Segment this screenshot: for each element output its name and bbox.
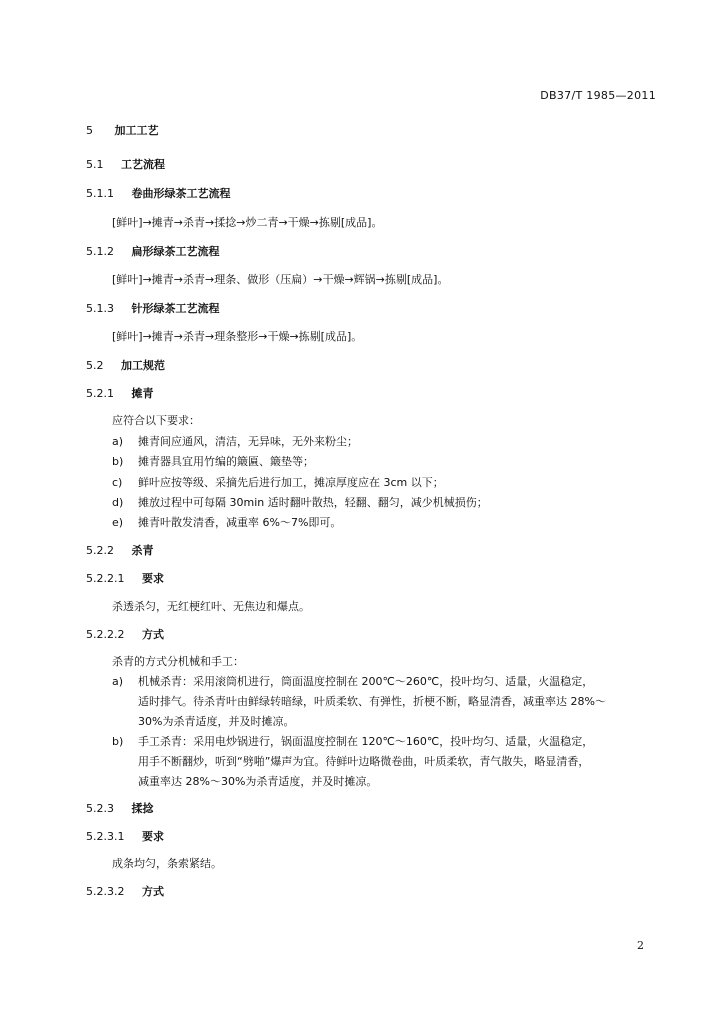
heading-5-2 [86, 357, 165, 373]
list-item-text: 摊青叶散发清香，减重率 6%～7%即可。 [138, 516, 342, 529]
heading-title: 加工规范 [121, 359, 165, 372]
heading-5-2-3-1 [86, 828, 164, 844]
heading-5-2-3 [86, 800, 154, 816]
process-flow-text: [鲜叶]→摊青→杀青→理条整形→干燥→拣剔[成品]。 [112, 330, 363, 343]
list-marker: a) [112, 675, 124, 688]
list-item-continuation: 30%为杀青适度，并及时摊凉。 [138, 715, 295, 728]
heading-number: 5.2.2 [86, 544, 114, 557]
heading-5-2-2-2 [86, 626, 164, 642]
process-flow-text: [鲜叶]→摊青→杀青→揉捻→炒二青→干燥→拣剔[成品]。 [112, 216, 383, 229]
heading-5-2-1 [86, 385, 154, 401]
heading-title: 揉捻 [131, 802, 154, 815]
heading-number: 5 [86, 124, 93, 137]
list-item-text: 摊青器具宜用竹编的簸匾、簸垫等； [138, 455, 314, 468]
list-item [112, 514, 341, 530]
heading-number: 5.2.1 [86, 387, 114, 400]
heading-5-1-1 [86, 185, 231, 201]
list-marker: b) [112, 455, 124, 468]
list-item [112, 673, 593, 689]
heading-number: 5.2.3.2 [86, 885, 125, 898]
list-marker: b) [112, 735, 124, 748]
heading-number: 5.2.3.1 [86, 830, 125, 843]
heading-number: 5.1.2 [86, 245, 114, 258]
list-item [112, 433, 358, 449]
heading-number: 5.2.2.2 [86, 628, 125, 641]
list-item [112, 474, 444, 490]
heading-number: 5.1.3 [86, 302, 114, 315]
heading-5-2-2-1 [86, 570, 164, 586]
list-marker: d) [112, 496, 124, 509]
paragraph-intro: 杀青的方式分机械和手工： [112, 655, 244, 668]
list-item-text: 摊青间应通风，清洁，无异味，无外来粉尘； [138, 435, 358, 448]
heading-5-2-2 [86, 542, 154, 558]
heading-number: 5.2 [86, 359, 104, 372]
list-item-text: 手工杀青：采用电炒锅进行，锅面温度控制在 120℃～160℃，投叶均匀、适量，火温稳定， [138, 735, 594, 748]
heading-5 [86, 122, 159, 138]
list-item-continuation: 用手不断翻炒，听到“劈啪”爆声为宜。待鲜叶边略微卷曲，叶质柔软，青气散失，略显清香， [138, 755, 590, 768]
heading-title: 方式 [141, 628, 164, 641]
list-item-continuation: 减重率达 28%～30%为杀青适度，并及时摊凉。 [138, 775, 378, 788]
list-marker: a) [112, 435, 124, 448]
paragraph: 杀透杀匀，无红梗红叶、无焦边和爆点。 [112, 600, 310, 613]
list-marker: e) [112, 516, 124, 529]
process-flow-text: [鲜叶]→摊青→杀青→理条、做形（压扁）→干燥→辉锅→拣剔[成品]。 [112, 273, 449, 286]
heading-5-2-3-2 [86, 883, 164, 899]
heading-5-1-3 [86, 300, 220, 316]
list-item [112, 733, 593, 749]
document-code: DB37/T 1985—2011 [540, 89, 656, 102]
heading-title: 摊青 [131, 387, 154, 400]
list-item [112, 453, 314, 469]
heading-number: 5.2.3 [86, 802, 114, 815]
heading-5-1-2 [86, 243, 220, 259]
list-item-text: 机械杀青：采用滚筒机进行，筒面温度控制在 200℃～260℃，投叶均匀、适量，火温稳定， [138, 675, 594, 688]
heading-number: 5.1 [86, 158, 104, 171]
heading-title: 要求 [141, 830, 164, 843]
heading-number: 5.1.1 [86, 187, 114, 200]
list-item-text: 鲜叶应按等级、采摘先后进行加工，摊凉厚度应在 3cm 以下； [138, 476, 444, 489]
list-marker: c) [112, 476, 123, 489]
list-item-text: 摊放过程中可每隔 30min 适时翻叶散热，轻翻、翻匀，减少机械损伤； [138, 496, 488, 509]
list-item [112, 494, 488, 510]
list-item-continuation: 适时排气。待杀青叶由鲜绿转暗绿，叶质柔软、有弹性，折梗不断，略显清香，减重率达 28%～ [138, 695, 606, 708]
heading-number: 5.2.2.1 [86, 572, 125, 585]
heading-title: 扁形绿茶工艺流程 [131, 245, 220, 258]
heading-title: 针形绿茶工艺流程 [131, 302, 220, 315]
paragraph: 成条均匀，条索紧结。 [112, 857, 222, 870]
page-number: 2 [637, 939, 644, 952]
paragraph-intro: 应符合以下要求： [112, 414, 200, 427]
heading-title: 杀青 [131, 544, 154, 557]
heading-5-1 [86, 156, 165, 172]
heading-title: 卷曲形绿茶工艺流程 [131, 187, 231, 200]
heading-title: 要求 [141, 572, 164, 585]
heading-title: 工艺流程 [121, 158, 165, 171]
heading-title: 加工工艺 [114, 124, 159, 137]
heading-title: 方式 [141, 885, 164, 898]
